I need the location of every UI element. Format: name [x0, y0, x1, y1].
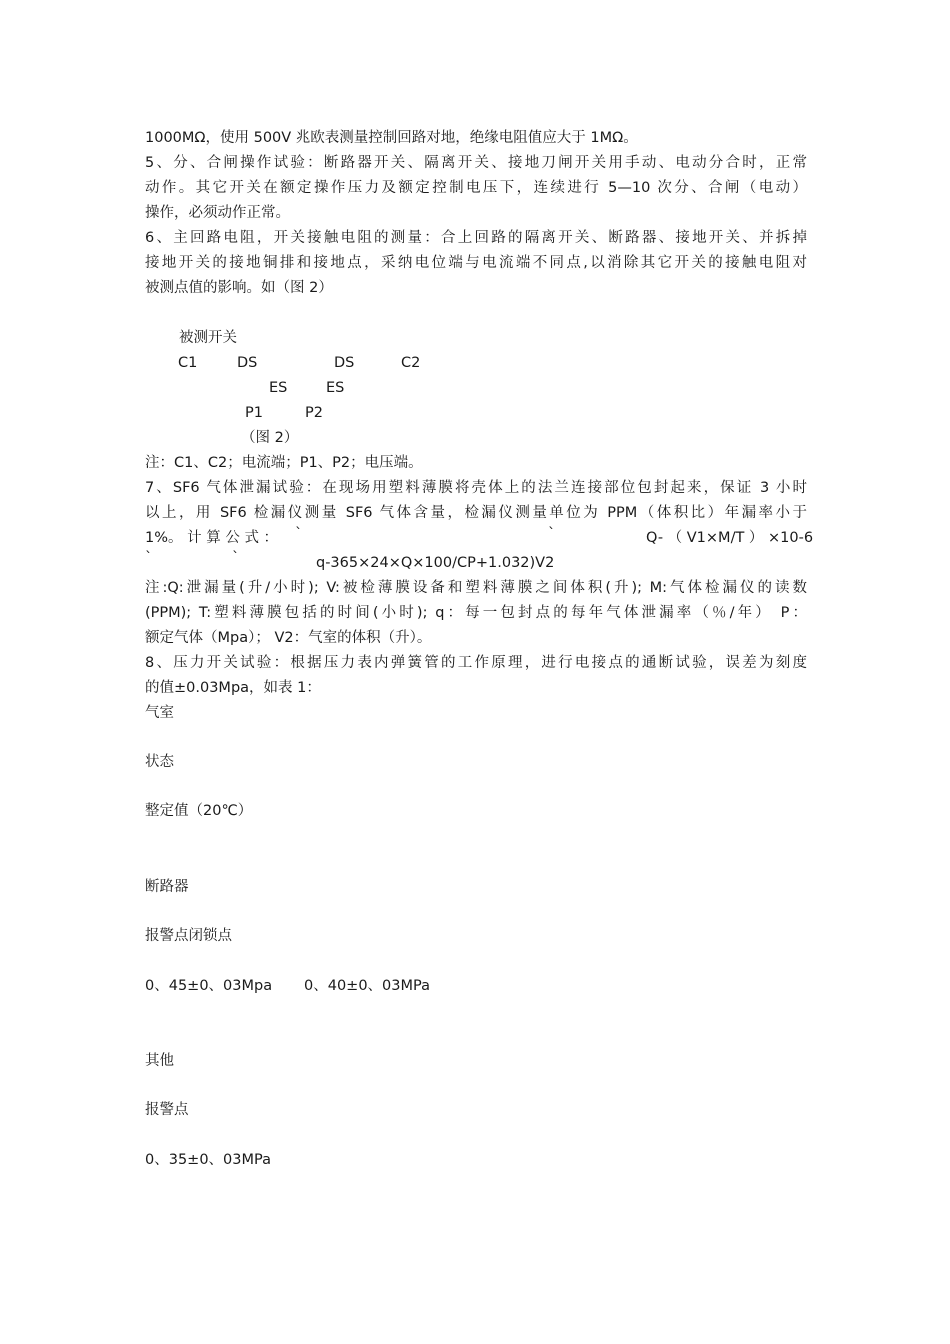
- figure-label-p2: P2: [305, 405, 323, 421]
- paragraph-line: 6、主回路电阻，开关接触电阻的测量：合上回路的隔离开关、断路器、接地开关、并拆掉: [145, 230, 807, 246]
- table-cell-other: 其他: [145, 1053, 174, 1069]
- figure-label-es2: ES: [326, 380, 345, 396]
- formula-tick: `: [548, 526, 556, 542]
- table-header-state: 状态: [145, 754, 174, 770]
- figure-label-c1: C1: [178, 355, 198, 371]
- formula-q: Q- （ V1×M/T ） ×10-6: [646, 530, 814, 546]
- paragraph-line: 接地开关的接地铜排和接地点，采纳电位端与电流端不同点,以消除其它开关的接触电阻对: [145, 255, 807, 271]
- notes-line: 注:Q:泄漏量(升/小时); V:被检薄膜设备和塑料薄膜之间体积(升); M:气体检漏仪的读数: [145, 580, 807, 596]
- formula-tick: `: [295, 526, 303, 542]
- paragraph-line: 被测点值的影响。如（图 2）: [145, 280, 333, 296]
- figure-label-c2: C2: [401, 355, 421, 371]
- paragraph-line: 以上，用 SF6 检漏仪测量 SF6 气体含量，检漏仪测量单位为 PPM（体积比）年漏率小于: [145, 505, 807, 521]
- paragraph-line: 的值±0.03Mpa，如表 1：: [145, 680, 321, 696]
- formula-q2: q-365×24×Q×100/CP+1.032)V2: [316, 555, 555, 571]
- paragraph-line: 8、压力开关试验：根据压力表内弹簧管的工作原理，进行电接点的通断试验，误差为刻度: [145, 655, 807, 671]
- table-cell-value: 0、45±0、03Mpa: [145, 978, 273, 994]
- formula-lead: 1%。 计 算 公 式 ：: [145, 530, 279, 546]
- paragraph-line: 7、SF6 气体泄漏试验：在现场用塑料薄膜将壳体上的法兰连接部位包封起来，保证 3 小时: [145, 480, 807, 496]
- table-cell-alarm: 报警点: [145, 1102, 189, 1118]
- paragraph-line: 1000MΩ，使用 500V 兆欧表测量控制回路对地，绝缘电阻值应大于 1MΩ。: [145, 130, 638, 146]
- paragraph-line: 动作。其它开关在额定操作压力及额定控制电压下，连续进行 5—10 次分、合闸（电动）: [145, 180, 807, 196]
- paragraph-line: 操作，必须动作正常。: [145, 205, 290, 221]
- formula-tick: `: [145, 550, 153, 566]
- table-header-chamber: 气室: [145, 705, 174, 721]
- notes-line: (PPM); T:塑料薄膜包括的时间(小时); q：每一包封点的每年气体泄漏率（％/年） P：: [145, 605, 807, 621]
- formula-tick: `: [232, 550, 240, 566]
- table-header-setting: 整定值（20℃）: [145, 803, 253, 819]
- figure-label-ds1: DS: [237, 355, 258, 371]
- table-cell-value: 0、40±0、03MPa: [304, 978, 430, 994]
- table-cell-alarm-lock: 报警点闭锁点: [145, 928, 232, 944]
- table-cell-breaker: 断路器: [145, 879, 189, 895]
- figure-label-p1: P1: [245, 405, 263, 421]
- paragraph-line: 5、分、合闸操作试验：断路器开关、隔离开关、接地刀闸开关用手动、电动分合时，正常: [145, 155, 807, 171]
- figure-title: 被测开关: [179, 330, 237, 346]
- figure-label-ds2: DS: [334, 355, 355, 371]
- figure-caption: （图 2）: [241, 430, 299, 446]
- figure-label-es1: ES: [269, 380, 288, 396]
- figure-note: 注：C1、C2；电流端；P1、P2；电压端。: [145, 455, 423, 471]
- table-cell-value: 0、35±0、03MPa: [145, 1152, 271, 1168]
- notes-line: 额定气体（Mpa）； V2：气室的体积（升）。: [145, 630, 432, 646]
